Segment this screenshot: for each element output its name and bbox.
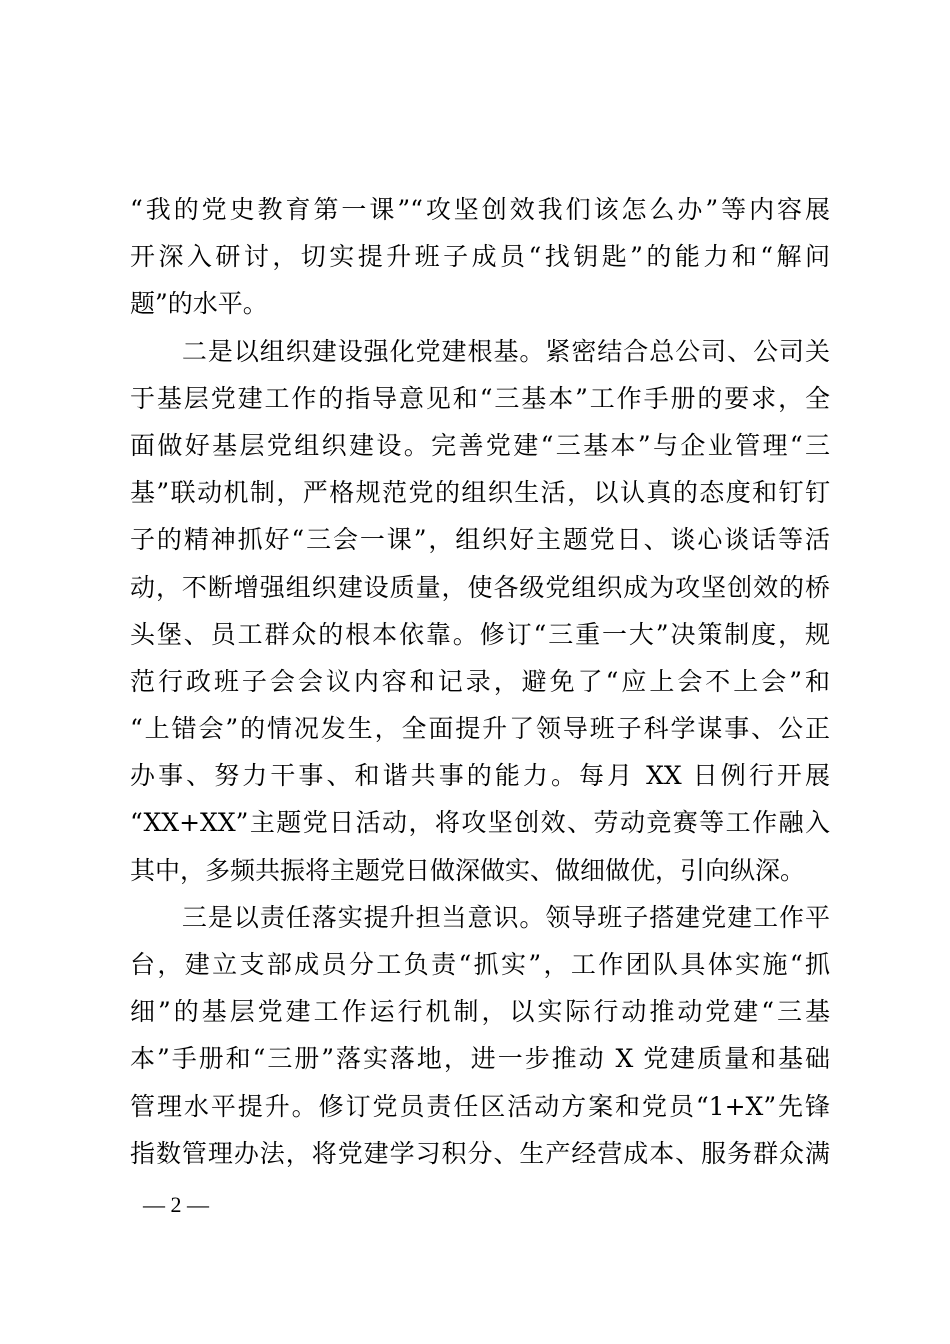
page-number: — 2 — [143,1192,209,1217]
text-line: 台，建立支部成员分工负责“抓实”，工作团队具体实施“抓 [130,950,830,979]
text-line: 开深入研讨，切实提升班子成员“找钥匙”的能力和“解问 [130,242,830,272]
text-line: “XX+XX”主题党日活动，将攻坚创效、劳动竞赛等工作融入 [130,808,830,838]
text-line: 动，不断增强组织建设质量，使各级党组织成为攻坚创效的桥 [130,572,830,602]
text-line: 于基层党建工作的指导意见和“三基本”工作手册的要求，全 [130,383,830,413]
text-line: “上错会”的情况发生，全面提升了领导班子科学谋事、公正 [130,714,830,744]
text-line: 其中，多频共振将主题党日做深做实、做细做优，引向纵深。 [130,855,806,885]
text-line: 范行政班子会会议内容和记录，避免了“应上会不上会”和 [130,666,830,696]
text-line: 指数管理办法，将党建学习积分、生产经营成本、服务群众满 [130,1138,830,1168]
text-line: 二是以组织建设强化党建根基。紧密结合总公司、公司关 [130,336,830,366]
paragraph-3 [130,894,830,1177]
text-line: 基”联动机制，严格规范党的组织生活，以认真的态度和钉钉 [130,478,830,508]
text-line: 头堡、员工群众的根本依靠。修订“三重一大”决策制度，规 [130,619,830,649]
text-line: 子的精神抓好“三会一课”，组织好主题党日、谈心谈话等活 [130,525,830,555]
text-line: 题”的水平。 [130,289,268,319]
text-line: 面做好基层党组织建设。完善党建“三基本”与企业管理“三 [130,430,830,460]
paragraph-1 [130,186,830,328]
text-line: 办事、努力干事、和谐共事的能力。每月 XX 日例行开展 [130,761,830,791]
text-line: 细”的基层党建工作运行机制，以实际行动推动党建“三基 [130,997,830,1027]
text-line: 三是以责任落实提升担当意识。领导班子搭建党建工作平 [130,902,830,932]
text-line: 本”手册和“三册”落实落地，进一步推动 X 党建质量和基础 [130,1044,830,1074]
paragraph-2 [130,328,830,894]
body-text [130,186,830,1177]
text-line: “我的党史教育第一课”“攻坚创效我们该怎么办”等内容展 [130,195,830,224]
text-line: 管理水平提升。修订党员责任区活动方案和党员“1+X”先锋 [130,1091,830,1121]
